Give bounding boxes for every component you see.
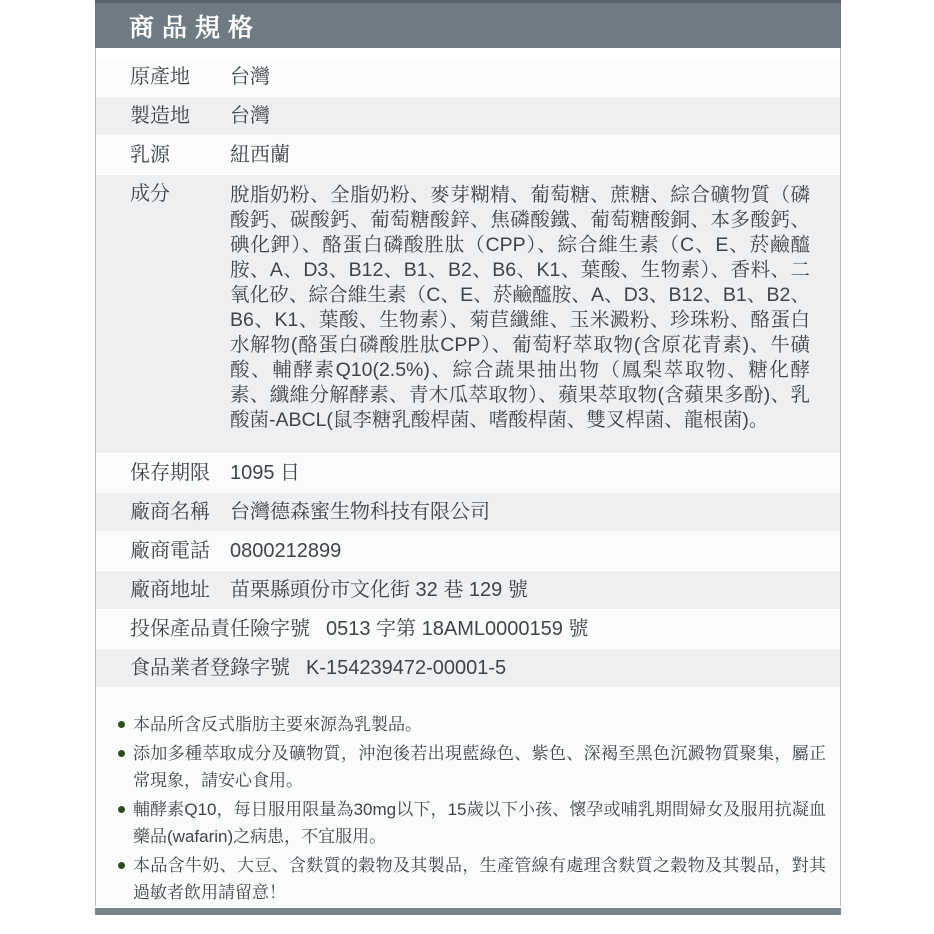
note-text: 本品含牛奶、大豆、含麩質的穀物及其製品，生產管線有處理含麩質之穀物及其製品，對其過敏者飲用請留意！ bbox=[133, 856, 826, 902]
spec-row bbox=[96, 135, 840, 174]
spec-label: 保存期限 bbox=[130, 462, 210, 484]
bullet-icon bbox=[118, 721, 125, 728]
spec-value: 台灣 bbox=[230, 66, 270, 88]
spec-label: 廠商地址 bbox=[130, 579, 210, 601]
spec-row bbox=[96, 453, 840, 492]
spec-label: 原產地 bbox=[130, 66, 190, 88]
page-title: 商品規格 bbox=[129, 13, 262, 42]
bullet-icon bbox=[118, 862, 125, 869]
spec-value: 0800212899 bbox=[230, 540, 342, 562]
note-item bbox=[118, 711, 826, 738]
notes-section bbox=[96, 687, 840, 906]
spec-value: 脫脂奶粉、全脂奶粉、麥芽糊精、葡萄糖、蔗糖、綜合礦物質（磷酸鈣、碳酸鈣、葡萄糖酸鋅、焦磷酸鐵、葡萄糖酸銅、本多酸鈣、碘化鉀）、酪蛋白磷酸胜肽（CPP）、綜合維生素（C、E、菸鹼醯胺、A、D3、B12、B1、B2、B6、K1、葉酸、生物素）、香料、二氧化矽、綜合維生素（C、E、菸鹼醯胺、A、D3、B12、B1、B2、B6、K1、葉酸、生物素）、菊苣纖維、玉米澱粉、珍珠粉、酪蛋白水解物(酪蛋白磷酸胜肽CPP）、葡萄籽萃取物(含原花青素)、牛磺酸、輔酵素Q10(2.5%)、綜合蔬果抽出物（鳳梨萃取物、糖化酵素、纖維分解酵素、青木瓜萃取物）、蘋果萃取物(含蘋果多酚)、乳酸菌-ABCL(鼠李糖乳酸桿菌、嗜酸桿菌、雙叉桿菌、龍根菌)。 bbox=[230, 184, 810, 431]
note-item bbox=[118, 740, 826, 794]
spec-row bbox=[96, 570, 840, 609]
spec-row bbox=[96, 96, 840, 135]
spec-value: 苗栗縣頭份市文化街 32 巷 129 號 bbox=[230, 579, 528, 601]
note-item bbox=[118, 796, 826, 850]
spec-value: K-154239472-00001-5 bbox=[306, 657, 507, 679]
product-spec-sheet bbox=[95, 0, 841, 915]
bottom-divider bbox=[95, 908, 841, 915]
note-text: 添加多種萃取成分及礦物質，沖泡後若出現藍綠色、紫色、深褐至黑色沉澱物質聚集，屬正常現象，請安心食用。 bbox=[133, 744, 826, 790]
spec-row bbox=[96, 57, 840, 96]
spec-row bbox=[96, 174, 840, 453]
spec-value: 0513 字第 18AML0000159 號 bbox=[326, 618, 589, 640]
spec-table bbox=[95, 48, 841, 906]
note-item bbox=[118, 852, 826, 906]
spec-value: 台灣 bbox=[230, 105, 270, 127]
spec-value: 1095 日 bbox=[230, 462, 301, 484]
note-text: 本品所含反式脂肪主要來源為乳製品。 bbox=[133, 715, 422, 734]
spec-row bbox=[96, 648, 840, 687]
spec-label: 廠商電話 bbox=[130, 540, 210, 562]
spec-label: 食品業者登錄字號 bbox=[130, 657, 290, 679]
spec-value: 紐西蘭 bbox=[230, 144, 290, 166]
bullet-icon bbox=[118, 750, 125, 757]
spec-row bbox=[96, 609, 840, 648]
spec-row bbox=[96, 531, 840, 570]
spec-label: 投保產品責任險字號 bbox=[130, 618, 310, 640]
spec-label: 廠商名稱 bbox=[130, 501, 210, 523]
note-text: 輔酵素Q10，每日服用限量為30mg以下，15歲以下小孩、懷孕或哺乳期間婦女及服用抗凝血藥品(wafarin)之病患，不宜服用。 bbox=[133, 800, 826, 846]
spec-label: 製造地 bbox=[130, 105, 190, 127]
spec-row bbox=[96, 492, 840, 531]
spec-value: 台灣德森蜜生物科技有限公司 bbox=[230, 501, 490, 523]
bullet-icon bbox=[118, 806, 125, 813]
spec-label: 成分 bbox=[130, 183, 170, 205]
spec-rows bbox=[96, 57, 840, 687]
spec-label: 乳源 bbox=[130, 144, 170, 166]
section-header bbox=[95, 3, 841, 48]
